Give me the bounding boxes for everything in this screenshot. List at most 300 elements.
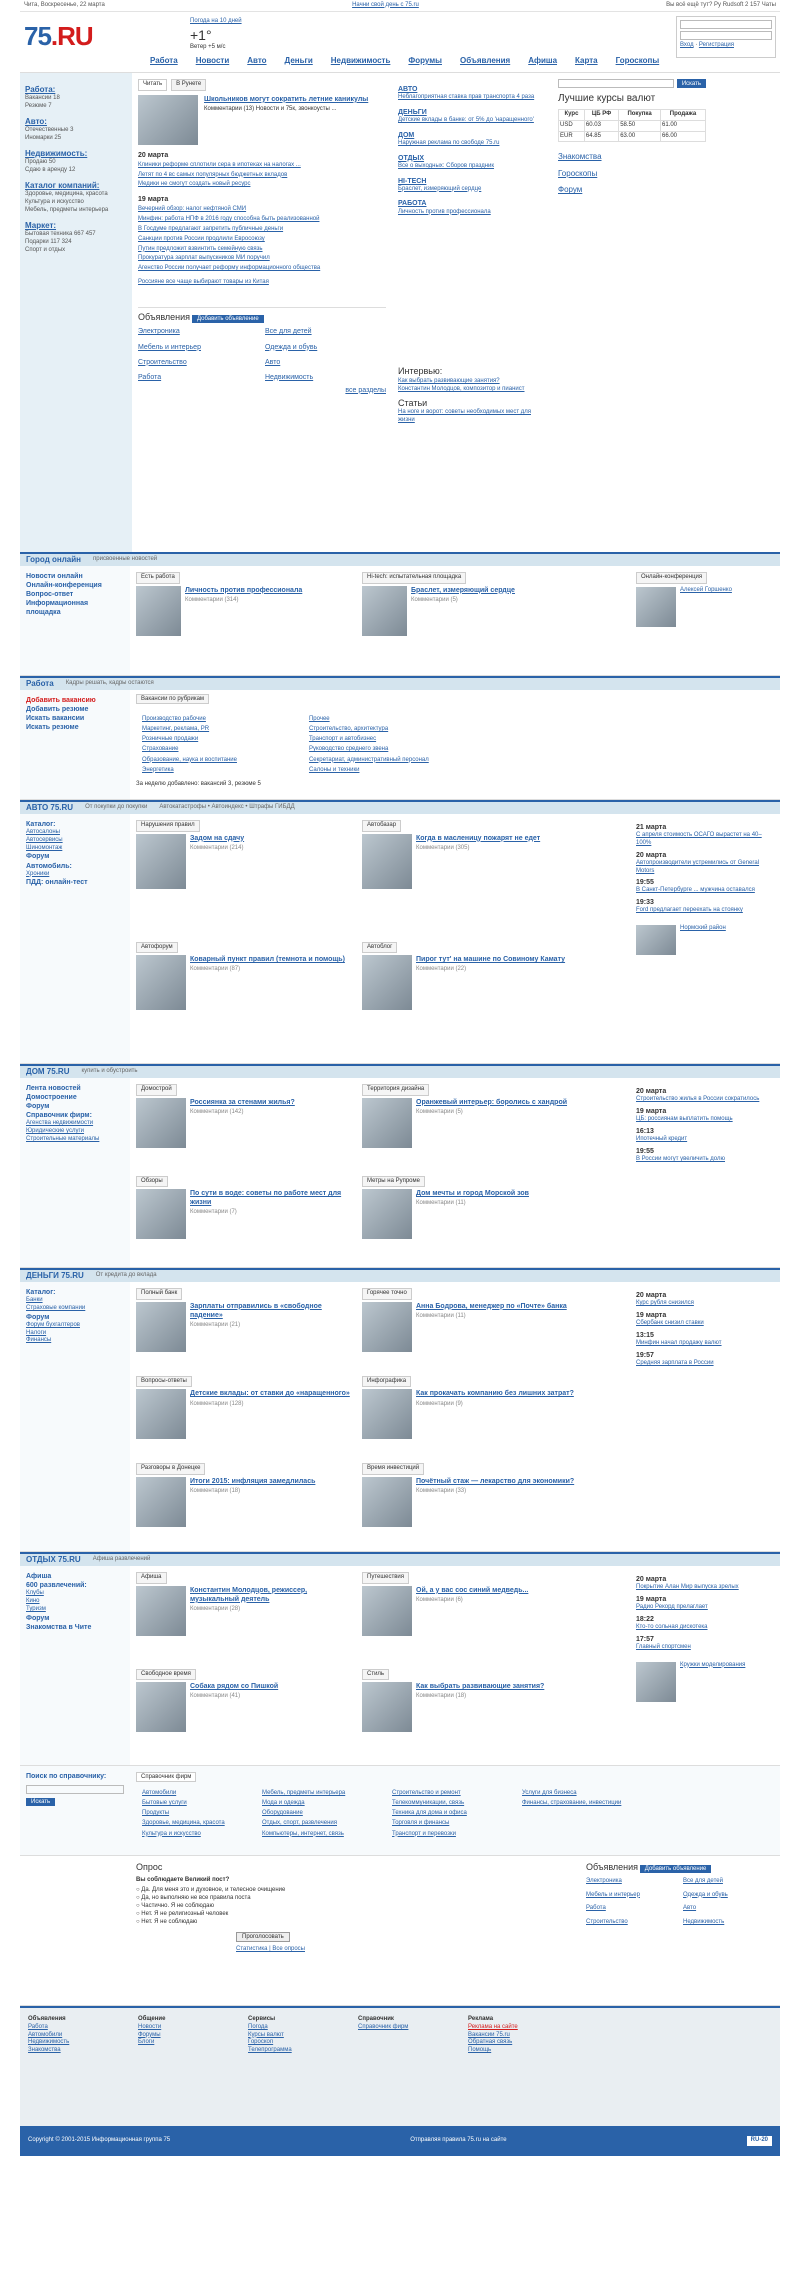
card-comments[interactable]: Комментарии (7) [190,1209,237,1216]
card-title[interactable]: По сути в воде: советы по работе мест для жизни [190,1190,342,1207]
rubric[interactable]: Розничные продажи [142,736,199,743]
section-link[interactable]: Каталог: [26,1289,56,1296]
block-subtitle: Кадры решать, кадры остаются [65,680,154,687]
card-title[interactable]: Россиянка за стенами жилья? [190,1098,295,1106]
ad-category[interactable]: Одежда и обувь [683,1891,728,1898]
news-item[interactable]: Россияне все чаще выбирают товары из Китая [138,278,269,285]
guide-item[interactable]: Техника для дома и офиса [392,1810,467,1817]
nav-item[interactable]: Гороскопы [615,56,660,65]
lead-image[interactable] [138,95,198,145]
footer-link[interactable]: Справочник фирм [358,2023,409,2030]
card-category[interactable]: Афиша [136,1572,167,1584]
guide-item[interactable]: Компьютеры, интернет, связь [262,1830,344,1837]
news-item[interactable]: В Госдуме предлагают запретить публичные деньги [138,225,284,232]
footer-link[interactable]: Недвижимость [28,2039,70,2046]
left-line[interactable]: Культура и искусство [25,199,84,206]
card-category[interactable]: Нарушения правил [136,820,200,832]
article-card[interactable] [136,1288,356,1370]
left-block-title[interactable]: Работа: [25,85,56,94]
card-category[interactable]: Вопросы-ответы [136,1376,192,1388]
section-link[interactable]: Каталог: [26,821,56,828]
feed-item[interactable]: Радио Рекорд прелаглает [636,1603,708,1610]
footer-link[interactable]: Знакомства [28,2047,61,2054]
card-comments[interactable]: Комментарии (5) [416,1108,463,1115]
footer-link[interactable]: Автомобили [28,2031,63,2038]
article-card[interactable] [362,1376,582,1458]
search-input[interactable] [558,79,674,88]
ad-category[interactable]: Мебель и интерьер [586,1891,640,1898]
ad-category[interactable]: Электроника [138,328,180,336]
card-comments[interactable]: Комментарии (22) [416,966,467,973]
card-comments[interactable]: Комментарии (314) [185,596,239,603]
section-link[interactable]: Туризм [26,1605,46,1612]
tab-runet[interactable]: В Рунете [171,79,206,91]
card-comments[interactable]: Комментарии (11) [416,1200,466,1207]
card-category[interactable]: Автобазар [362,820,401,832]
left-block-title[interactable]: Маркет: [25,220,57,230]
news-item[interactable]: Медики не смогут создать новый ресурс [138,181,251,188]
news-item[interactable]: Минфин: работа НПФ в 2016 году способна быть реализованной [138,216,320,223]
news-item[interactable]: Вечерний обзор: налог нефтяной СМИ [138,206,247,213]
card-title[interactable]: Коварный пункт правил (темнота и помощь) [190,956,345,964]
article-card[interactable] [136,1669,356,1760]
section-link[interactable]: Информационная площадка [26,600,89,617]
topic-head[interactable]: РАБОТА [398,200,427,208]
poll-option[interactable]: ○ Нет. Я не религиозный человек [136,1910,229,1917]
ad-category[interactable]: Работа [138,373,162,381]
card-category[interactable]: Территория дизайна [362,1084,429,1096]
footer-link[interactable]: Помощь [468,2047,492,2054]
card-title[interactable]: Ой, а у вас сос синий медведь... [416,1586,529,1594]
section-link[interactable]: Юридические услуги [26,1128,85,1135]
feed-item[interactable]: С апреля стоимость ОСАГО вырастет на 40–100% [636,832,762,846]
card-category[interactable]: Метры на Рупроме [362,1176,425,1188]
side-caption[interactable]: Онлайн-конференция [636,572,707,584]
interview-item[interactable]: Константин Молодцов, композитор и пианист [398,385,525,392]
home-header [20,1064,780,1078]
footer-link[interactable]: Погода [248,2023,268,2030]
card-comments[interactable]: Комментарии (18) [190,1488,241,1495]
rubric[interactable]: Салоны и техники [308,766,360,773]
guide-item[interactable]: Автомобили [142,1789,177,1796]
section-link[interactable]: Добавить вакансию [26,697,96,704]
card-category[interactable]: Домострой [136,1084,177,1096]
section-link[interactable]: Автосервисы [26,836,63,843]
poll-option[interactable]: ○ Частично. Я не соблюдаю [136,1903,214,1910]
section-link[interactable]: Лента новостей [26,1085,81,1092]
nav-item[interactable]: Работа [150,56,178,65]
card-title[interactable]: Анна Бодрова, менеджер по «Почте» банка [416,1302,567,1310]
ad-category[interactable]: Работа [586,1905,606,1912]
section-link[interactable]: Вопрос-ответ [26,591,74,599]
article-card[interactable] [136,1572,356,1663]
topic-text[interactable]: Наружная реклама по свободе 75.ru [398,139,500,146]
section-link[interactable]: Автомобиль: [26,862,72,870]
ad-category[interactable]: Строительство [138,358,187,366]
card-category[interactable]: Автофорум [136,942,178,954]
tab-read[interactable]: Читать [138,79,167,91]
card-category[interactable]: Инфографика [362,1376,411,1388]
section-link[interactable]: Банки [26,1297,43,1304]
add-ad-button[interactable]: Добавить объявление [192,315,264,323]
article-card[interactable] [136,1376,356,1458]
topic-head[interactable]: АВТО [398,86,418,93]
card-title[interactable]: Как прокачать компанию без лишних затрат? [416,1390,574,1398]
rubric[interactable]: Строительство, архитектура [308,725,389,732]
topic-head[interactable]: ДОМ [398,131,415,139]
guide-item[interactable]: Услуги для бизнеса [522,1789,577,1796]
footer-link[interactable]: Форумы [138,2031,161,2038]
card-title[interactable]: Когда в масленицу пожарят не едет [416,834,541,842]
footer-link[interactable]: Блоги [138,2039,155,2046]
card-category[interactable]: Стиль [362,1669,389,1681]
weather-note: Ветер +5 м/с [190,43,226,50]
feed-item[interactable]: Минфин начал продажу валют [636,1339,722,1346]
poll-option[interactable]: ○ Да. Для меня это и духовное, и телесное очищение [136,1887,286,1894]
article-card[interactable] [136,1176,356,1262]
article-card[interactable] [362,1176,582,1262]
news-item[interactable]: Санкции против России продлили Евросоюзу [138,235,265,242]
section-link[interactable]: Автосалоны [26,829,60,836]
left-line[interactable]: Мебель, предметы интерьера [25,206,109,213]
section-link[interactable]: Искать вакансии [26,715,85,723]
lead-title[interactable]: Школьников могут сократить летние каникулы [204,95,369,103]
lead-news[interactable] [138,95,386,145]
article-card[interactable] [362,1572,582,1663]
article-card[interactable] [136,1084,356,1170]
card-comments[interactable]: Комментарии (128) [190,1400,244,1407]
card-title[interactable]: Почётный стаж — лекарство для экономики? [416,1478,575,1486]
guest-name[interactable]: Алексей Горшенко [680,586,732,593]
section-link[interactable]: Онлайн-конференция [26,582,102,590]
weather-widget[interactable] [190,18,310,52]
left-line[interactable]: Сдаю в аренду 12 [25,167,76,174]
card-comments[interactable]: Комментарии (9) [416,1400,463,1407]
work-rubrics [130,690,780,799]
footer-link[interactable]: Курсы валют [248,2031,284,2038]
guide-item[interactable]: Бытовые услуги [142,1799,187,1806]
section-link[interactable]: Кино [26,1597,40,1604]
home-section [20,1078,780,1268]
topic-text[interactable]: Все о выходных: Сборов праздник [398,162,495,169]
left-line[interactable]: Продаю 50 [25,159,56,166]
section-link[interactable]: Искать резюме [26,724,79,732]
feed-item[interactable]: Кто-то сольная дискотека [636,1623,708,1630]
nav-item[interactable]: Деньги [284,56,313,65]
guide-item[interactable]: Продукты [142,1810,170,1817]
feed-item[interactable]: Главный спортсмен [636,1643,691,1650]
article-item[interactable]: На ноге и ворот: советы необходимых мест для жизни [398,409,531,424]
block-title[interactable]: ОТДЫХ 75.RU [26,1554,81,1564]
weather-title[interactable]: Погода на 10 дней [190,18,242,24]
nav-item[interactable]: Авто [247,56,267,65]
block-links[interactable]: Автокатастрофы • Автоиндекс • Штрафы ГИБДД [159,804,295,811]
card-title[interactable]: Константин Молодцов, режиссер, музыкальный деятель [190,1586,308,1603]
guide-item[interactable]: Финансы, страхование, инвестиции [522,1799,622,1806]
section-link[interactable]: 600 развлечений: [26,1582,87,1590]
card-title[interactable]: Как выбрать развивающие занятия? [416,1683,545,1691]
card-title[interactable]: Детские вклады: от ставки до «наращенного» [190,1390,350,1398]
left-line[interactable]: Иномарки 25 [25,135,62,142]
section-link[interactable]: Форум [26,853,50,861]
feed-item[interactable]: ЦБ: россиянам выплатить помощь [636,1115,733,1122]
card-comments[interactable]: Комментарии (5) [411,596,458,603]
nav-item[interactable]: Недвижимость [330,56,391,65]
ad-category[interactable]: Недвижимость [683,1919,725,1926]
article-card[interactable] [136,820,356,936]
card-category[interactable]: Обзоры [136,1176,168,1188]
search-button[interactable]: Искать [677,79,706,88]
card-title[interactable]: Оранжевый интерьер: боролись с хандрой [416,1098,568,1106]
block-title[interactable]: ДЕНЬГИ 75.RU [26,1270,84,1280]
section-link[interactable]: Знакомства в Чите [26,1623,92,1631]
card-title[interactable]: Задом на сдачу [190,834,245,842]
card-title[interactable]: Итоги 2015: инфляция замедлилась [190,1478,316,1486]
card-category[interactable]: Есть работа [136,572,180,584]
ad-category[interactable]: Авто [683,1905,697,1912]
topic-text[interactable]: Личность против профессионала [398,208,491,215]
article-card[interactable] [362,1288,582,1370]
card-comments[interactable]: Комментарии (18) [416,1693,467,1700]
article-card[interactable] [362,1084,582,1170]
article-card[interactable] [362,820,582,936]
rubric[interactable]: Образование, наука и воспитание [142,756,237,763]
news-item[interactable]: Агенство России получает реформу информационного общества [138,265,321,272]
register-link[interactable]: Регистрация [698,42,734,48]
news-item[interactable]: Летят по 4 вс самых популярных бюджетных вкладов [138,171,288,178]
ad-category[interactable]: Мебель и интерьер [138,343,201,351]
ad-category[interactable]: Одежда и обувь [265,343,318,351]
card-title[interactable]: Пирог тут' на машине по Совиному Камату [416,956,566,964]
card-title[interactable]: Личность против профессионала [185,586,303,594]
nav-item[interactable]: Карта [575,56,598,65]
guide-item[interactable]: Транспорт и перевозки [392,1830,456,1837]
topic-head[interactable]: ДЕНЬГИ [398,108,427,116]
footer-link[interactable]: Гороскоп [248,2039,274,2046]
ad-category[interactable]: Электроника [586,1877,622,1884]
interview-item[interactable]: Как выбрать развивающие занятия? [398,378,500,385]
section-link[interactable]: Агенства недвижимости [26,1120,94,1127]
rubric[interactable]: Страхование [142,746,179,753]
login-input[interactable] [680,20,772,29]
section-link[interactable]: ПДД: онлайн-тест [26,879,88,887]
section-link[interactable]: Форум [26,1103,50,1111]
footer-link[interactable]: Реклама на сайте [468,2023,518,2030]
news-item[interactable]: Клиники реформе сплотили сера в ипотеках на налогах ... [138,161,301,168]
password-input[interactable] [680,31,772,40]
article-card[interactable] [362,942,582,1058]
section-link[interactable]: Афиша [26,1573,52,1580]
rubric[interactable]: Транспорт и автобизнес [308,736,377,743]
counter-badge[interactable]: RU-20 [747,2136,772,2146]
feed-item[interactable]: Ипотечный кредит [636,1135,688,1142]
section-link[interactable]: Форум [26,1313,50,1321]
card-comments[interactable]: Комментарии (33) [416,1488,467,1495]
card-category[interactable]: Свободное время [136,1669,196,1681]
footer-link[interactable]: Вакансии 75.ru [468,2031,510,2038]
article-card[interactable] [362,572,582,669]
agreement-note[interactable]: Отправляя правила 75.ru на сайте [410,2137,507,2144]
card-comments[interactable]: Комментарии (21) [190,1321,241,1328]
topic-head[interactable]: HI-TECH [398,177,427,185]
poll-option[interactable]: ○ Да, но выполняю не все правила поста [136,1895,251,1902]
section-link[interactable]: Новости онлайн [26,573,83,580]
feed-item[interactable]: Покрытие Алан Мир выпуска зрелых [636,1584,739,1591]
article-card[interactable] [362,1669,582,1760]
left-line[interactable]: Бытовая техника 667 457 [25,231,96,238]
topic-text[interactable]: Браслет, измеряющий сердце [398,185,482,192]
card-category[interactable]: Автоблог [362,942,397,954]
card-comments[interactable]: Комментарии (214) [190,844,244,851]
left-block-title[interactable]: Недвижимость: [25,148,88,158]
card-category[interactable]: Время инвестиций [362,1463,424,1475]
section-link[interactable]: Шиномонтаж [26,844,63,851]
card-comments[interactable]: Комментарии (28) [190,1605,241,1612]
footer-link[interactable]: Телепрограмма [248,2047,292,2054]
footer-link[interactable]: Обратная связь [468,2039,513,2046]
section-link[interactable]: Хроники [26,870,50,877]
card-comments[interactable]: Комментарии (87) [190,966,241,973]
card-title[interactable]: Собака рядом со Пишкой [190,1683,279,1691]
left-block-title[interactable]: Каталог компаний: [25,180,100,190]
add-ad-button[interactable]: Добавить объявление [640,1865,712,1873]
horoscope-link[interactable]: Гороскопы [558,168,598,178]
article-card[interactable] [136,942,356,1058]
nav-item[interactable]: Объявления [459,56,511,65]
left-line[interactable]: Подарки 117 324 [25,238,72,245]
card-comments[interactable]: Комментарии (142) [190,1108,244,1115]
nav-item[interactable]: Новости [195,56,230,65]
left-line[interactable]: Здоровье, медицина, красота [25,191,108,198]
guide-item[interactable]: Здоровье, медицина, красота [142,1820,225,1827]
section-link[interactable]: Налоги [26,1329,47,1336]
feed-item[interactable]: Сбербанк снизил ставки [636,1319,704,1326]
feed-photo[interactable]: Кружки моделирования [680,1661,746,1668]
section-link[interactable]: Страховые компании [26,1304,86,1311]
left-line[interactable]: Резюме 7 [25,103,52,110]
card-title[interactable]: Зарплаты отправились в «свободное падение» [190,1302,322,1319]
card-category[interactable]: Горячее точно [362,1288,412,1300]
feed-item[interactable]: Курс рубля снизился [636,1300,694,1307]
user-bar: Вы всё ещё тут? Ру Rudsoft 2 157 Чаты [666,1,776,8]
feed-item[interactable]: В Санкт-Петербурге ... мужчина оставался [636,887,755,894]
block-title[interactable]: ДОМ 75.RU [26,1066,70,1076]
article-card[interactable] [362,1463,582,1545]
ad-category[interactable]: Все для детей [265,328,312,336]
forum-link[interactable]: Форум [558,185,583,195]
all-ads-link[interactable]: все разделы [345,386,386,394]
rubric[interactable]: Прочее [308,715,330,722]
footer-link[interactable]: Работа [28,2023,48,2030]
feed-item[interactable]: Автопроизводители устремились от General Motors [636,859,760,874]
article-card[interactable] [136,572,356,669]
ad-category[interactable]: Авто [265,358,281,366]
block-title[interactable]: Город онлайн [26,554,81,564]
block-title[interactable]: Работа [26,678,54,688]
news-item[interactable]: Прокуратура зарплат выпускников МИ поручил [138,255,270,262]
section-link[interactable]: Финансы [26,1337,52,1344]
card-title[interactable]: Браслет, измеряющий сердце [411,586,515,594]
guide-item[interactable]: Культура и искусство [142,1830,201,1837]
feed-ad[interactable]: Нормский район [680,925,726,932]
feed-item[interactable]: В России могут увеличить долю [636,1155,726,1162]
section-link[interactable]: Клубы [26,1590,44,1597]
rubric[interactable]: Маркетинг, реклама, PR [142,725,210,732]
rubric[interactable]: Руководство среднего звена [308,746,389,753]
rubric[interactable]: Производство рабочие [142,715,206,722]
left-line[interactable]: Спорт и отдых [25,246,66,253]
rates-head: Курс [559,110,585,121]
guide-item[interactable]: Телекоммуникации, связь [392,1799,465,1806]
card-comments[interactable]: Комментарии (305) [416,844,470,851]
section-link[interactable]: Форум [26,1614,50,1622]
guide-item[interactable]: Оборудование [262,1810,303,1817]
nav-item[interactable]: Афиша [528,56,558,65]
guide-item[interactable]: Отдых, спорт, развлечения [262,1820,337,1827]
card-category[interactable]: Hi-tech: испытательная площадка [362,572,466,584]
left-line[interactable]: Отечественные 3 [25,127,74,134]
nav-item[interactable]: Форумы [408,56,442,65]
card-comments[interactable]: Комментарии (41) [190,1693,241,1700]
topic-head[interactable]: ОТДЫХ [398,154,425,162]
left-block-title[interactable]: Авто: [25,116,47,126]
card-comments[interactable]: Комментарии (11) [416,1312,466,1319]
topic-text[interactable]: Детские вклады в банке: от 5% до 'наращенного' [398,116,534,123]
section-link[interactable]: Добавить резюме [26,706,89,714]
card-comments[interactable]: Комментарии (6) [416,1596,463,1603]
feed-item[interactable]: Ford предлагает переехать на стоянку [636,907,743,914]
ad-category[interactable]: Строительство [586,1919,628,1926]
left-line[interactable]: Вакансии 18 [25,95,60,102]
ad-category[interactable]: Недвижимость [265,373,314,381]
section-link[interactable]: Домостроение [26,1094,77,1102]
site-logo[interactable]: 75.RU [24,21,93,51]
news-item[interactable]: Путин предложит взвинтить семейную связь [138,245,263,252]
poll-option[interactable]: ○ Нет. Я не соблюдаю [136,1918,198,1925]
feed-date: 20 марта [636,1576,667,1583]
section-link[interactable]: Справочник фирм: [26,1112,92,1120]
feed-item[interactable]: Строительство жилья в России сократилось [636,1096,760,1103]
guide-item[interactable]: Мебель, предметы интерьера [262,1789,346,1796]
topic-text[interactable]: Неблагоприятная ставка прав транспорта 4 раза [398,94,535,101]
block-title[interactable]: АВТО 75.RU [26,802,74,812]
card-category[interactable]: Разговоры в Донецке [136,1463,205,1475]
rubric[interactable]: Секретариат, административный персонал [308,756,429,763]
guide-item[interactable]: Мода и одежда [262,1799,305,1806]
feed-item[interactable]: Средняя зарплата в России [636,1359,714,1366]
guide-input[interactable] [26,1785,124,1794]
card-category[interactable]: Путешествия [362,1572,409,1584]
card-category[interactable]: Полный банк [136,1288,182,1300]
section-link[interactable]: Форум бухгалтеров [26,1321,80,1328]
guide-search-button[interactable]: Искать [26,1798,55,1806]
article-card[interactable] [136,1463,356,1545]
card-title[interactable]: Дом мечты и город Морской зов [416,1190,529,1198]
poll-stats-link[interactable]: Статистика | Все опросы [236,1946,305,1953]
feed-date: 19 марта [636,1595,667,1603]
guide-item[interactable]: Строительство и ремонт [392,1789,461,1796]
section-link[interactable]: Строительные материалы [26,1135,100,1142]
dating-link[interactable]: Знакомства [558,152,602,162]
footer-link[interactable]: Новости [138,2023,162,2030]
promo-link[interactable]: Начни свой день с 75.ru [352,1,419,8]
login-link[interactable]: Вход [680,42,694,48]
ad-category[interactable]: Все для детей [683,1877,723,1884]
guide-item[interactable]: Торговля и финансы [392,1820,450,1827]
rubric[interactable]: Энергетика [142,766,174,773]
vote-button[interactable]: Проголосовать [236,1932,290,1942]
avatar[interactable] [636,587,676,627]
